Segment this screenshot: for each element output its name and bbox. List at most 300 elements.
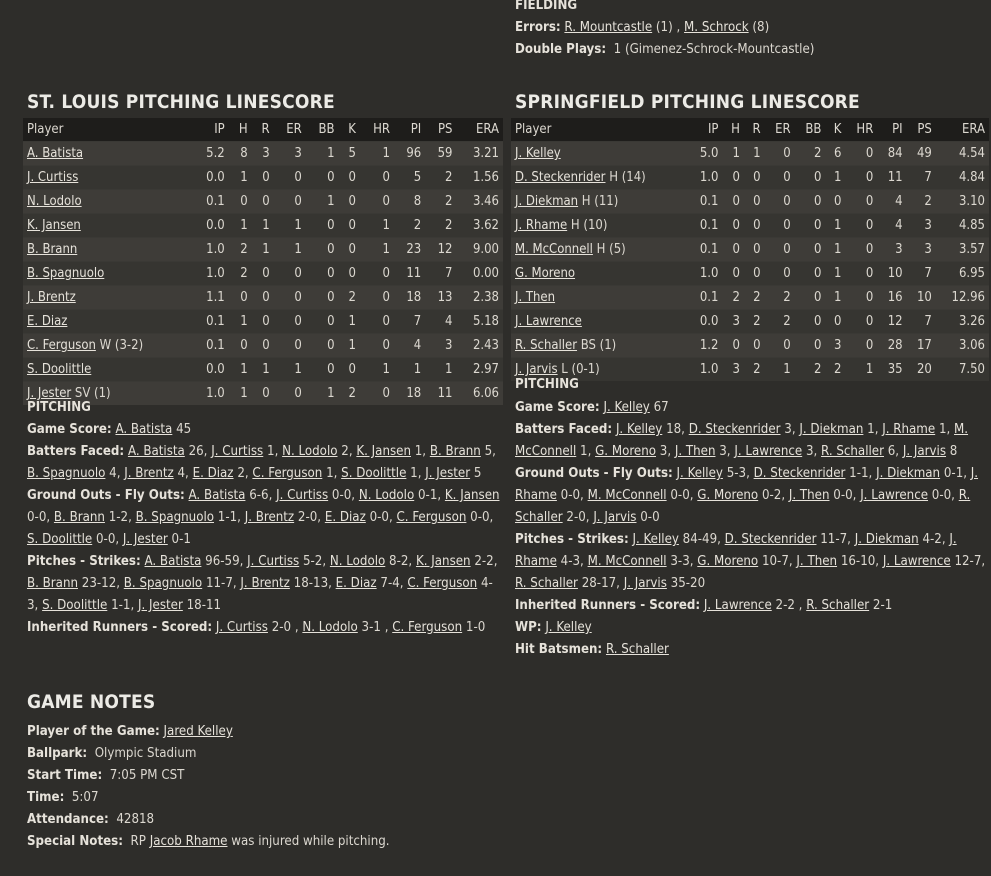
- player-link[interactable]: B. Brann: [429, 444, 481, 459]
- player-link[interactable]: G. Moreno: [595, 444, 656, 459]
- stat-value: 1,: [863, 422, 883, 437]
- stat-value: 4-3,: [27, 576, 493, 613]
- player-link[interactable]: J. Lawrence: [882, 554, 951, 569]
- spr-section-title: SPRINGFIELD PITCHING LINESCORE: [515, 91, 860, 113]
- stat-cell: 20: [907, 358, 936, 382]
- stat-cell: 1: [825, 214, 845, 238]
- stat-cell: 0: [274, 286, 306, 310]
- player-link[interactable]: J. Curtiss: [247, 554, 300, 569]
- stat-value: 4-2,: [918, 532, 950, 547]
- column-header: IP: [688, 118, 722, 142]
- stat-cell: 0: [795, 286, 826, 310]
- stat-cell: 0: [274, 190, 306, 214]
- player-link[interactable]: J. Jarvis: [593, 510, 637, 525]
- player-link[interactable]: J. Then: [674, 444, 716, 459]
- stat-value: 26,: [184, 444, 212, 459]
- stat-line: [515, 463, 989, 529]
- stat-value: 45: [172, 422, 192, 437]
- player-link[interactable]: A. Batista: [188, 488, 246, 503]
- player-link[interactable]: A. Batista: [115, 422, 173, 437]
- stat-cell: 0.0: [688, 310, 722, 334]
- stat-cell: 0: [306, 262, 339, 286]
- table-row: [511, 214, 989, 238]
- stat-value: 5: [470, 466, 482, 481]
- stat-label: Batters Faced:: [27, 444, 125, 459]
- stat-value: 1,: [935, 422, 955, 437]
- stat-value: 3-1 ,: [357, 620, 393, 635]
- stat-cell: 1: [825, 286, 845, 310]
- stat-cell: 0: [722, 190, 744, 214]
- stat-value: 0-0,: [666, 488, 698, 503]
- player-link[interactable]: E. Diaz: [27, 314, 68, 329]
- stat-value: 5-3,: [722, 466, 754, 481]
- stat-cell: 6: [825, 142, 845, 166]
- player-link[interactable]: A. Batista: [27, 146, 84, 161]
- player-link[interactable]: J. Kelley: [603, 400, 650, 415]
- player-link[interactable]: J. Lawrence: [703, 598, 772, 613]
- player-link[interactable]: J. Jarvis: [902, 444, 947, 459]
- stat-cell: 4.85: [936, 214, 989, 238]
- stat-cell: 3.10: [936, 190, 989, 214]
- player-link[interactable]: R. Schaller: [821, 444, 884, 459]
- stat-cell: 0: [274, 382, 306, 406]
- stat-cell: 0: [722, 262, 744, 286]
- stat-cell: 0: [765, 262, 795, 286]
- stat-cell: 0: [252, 382, 274, 406]
- stat-cell: 17: [907, 334, 936, 358]
- player-cell: [23, 166, 192, 190]
- table-header-row: [23, 118, 503, 142]
- player-link[interactable]: G. Moreno: [515, 266, 576, 281]
- stat-cell: 1: [306, 190, 339, 214]
- player-link[interactable]: J. Jarvis: [515, 362, 558, 377]
- player-link[interactable]: M. Schrock: [684, 20, 749, 35]
- stat-cell: 0: [765, 214, 795, 238]
- stat-cell: 3: [425, 334, 456, 358]
- stat-cell: 0: [229, 286, 252, 310]
- player-cell: [23, 142, 192, 166]
- player-cell: [23, 334, 192, 358]
- stat-value: 0-0,: [92, 532, 123, 547]
- player-link[interactable]: J. Diekman: [854, 532, 919, 547]
- stat-cell: 4: [394, 334, 425, 358]
- stat-cell: 1: [360, 238, 394, 262]
- column-header: ER: [274, 118, 306, 142]
- player-link[interactable]: J. Brentz: [240, 576, 290, 591]
- column-header: ERA: [936, 118, 989, 142]
- player-link[interactable]: J. Kelley: [615, 422, 663, 437]
- stat-cell: 8: [229, 142, 252, 166]
- player-link[interactable]: J. Brentz: [27, 290, 76, 305]
- stat-cell: 0: [845, 238, 877, 262]
- fielding-double-plays: [515, 42, 814, 57]
- player-link[interactable]: K. Jansen: [444, 488, 500, 503]
- player-link[interactable]: J. Then: [788, 488, 830, 503]
- stat-value: 0-1,: [414, 488, 445, 503]
- start-time-label: Start Time:: [27, 768, 103, 783]
- player-link[interactable]: C. Ferguson: [396, 510, 467, 525]
- stat-cell: 7: [425, 262, 456, 286]
- player-link[interactable]: J. Jarvis: [623, 576, 667, 591]
- player-link[interactable]: G. Moreno: [697, 554, 759, 569]
- player-link[interactable]: J. Curtiss: [215, 620, 268, 635]
- player-link[interactable]: N. Lodolo: [282, 444, 338, 459]
- double-plays-label: Double Plays:: [515, 42, 607, 57]
- stat-cell: 0: [845, 286, 877, 310]
- stat-cell: 6.95: [936, 262, 989, 286]
- stat-cell: 1: [825, 238, 845, 262]
- stat-value: 18-11: [182, 598, 222, 613]
- player-link[interactable]: E. Diaz: [335, 576, 377, 591]
- stat-cell: 1: [229, 382, 252, 406]
- player-cell: [511, 214, 688, 238]
- stat-cell: 4: [877, 214, 906, 238]
- player-link[interactable]: J. Curtiss: [276, 488, 329, 503]
- player-link[interactable]: R. Schaller: [515, 576, 578, 591]
- stat-value: 6,: [883, 444, 903, 459]
- player-link[interactable]: S. Doolittle: [42, 598, 108, 613]
- player-link[interactable]: N. Lodolo: [302, 620, 358, 635]
- stat-cell: 0: [306, 238, 339, 262]
- stat-value: 0-2,: [758, 488, 789, 503]
- player-link[interactable]: J. Lawrence: [860, 488, 929, 503]
- stat-cell: 7: [907, 310, 936, 334]
- player-link[interactable]: K. Jansen: [27, 218, 81, 233]
- stat-line: [27, 485, 504, 551]
- stat-cell: 1: [845, 358, 877, 382]
- table-row: [23, 238, 503, 262]
- stat-cell: 0.00: [456, 262, 503, 286]
- stat-cell: 3.62: [456, 214, 503, 238]
- player-link[interactable]: J. Curtiss: [27, 170, 79, 185]
- stat-cell: 7: [907, 262, 936, 286]
- stat-value: 96-59,: [201, 554, 248, 569]
- player-link[interactable]: J. Kelley: [545, 620, 592, 635]
- stat-value: 3-3,: [666, 554, 698, 569]
- player-cell: [511, 142, 688, 166]
- stat-cell: 0: [360, 334, 394, 358]
- stat-cell: 18: [394, 286, 425, 310]
- stat-value: 0-0,: [928, 488, 959, 503]
- stat-cell: 2: [765, 310, 795, 334]
- stat-cell: 0: [274, 310, 306, 334]
- attendance: [27, 812, 154, 827]
- stat-cell: 1: [229, 310, 252, 334]
- stat-cell: 13: [425, 286, 456, 310]
- stat-value: 0-1: [167, 532, 191, 547]
- stat-cell: 2: [425, 190, 456, 214]
- stat-value: 3,: [715, 444, 735, 459]
- stat-value: 0-0: [636, 510, 660, 525]
- player-link[interactable]: J. Lawrence: [734, 444, 803, 459]
- stat-cell: 0: [339, 262, 360, 286]
- stat-cell: 1: [229, 166, 252, 190]
- player-link[interactable]: J. Kelley: [515, 146, 561, 161]
- player-link[interactable]: R. Schaller: [515, 488, 971, 525]
- player-link[interactable]: M. McConnell: [515, 242, 593, 257]
- player-link[interactable]: J. Diekman: [876, 466, 941, 481]
- stat-cell: 0: [360, 286, 394, 310]
- stat-cell: 3.06: [936, 334, 989, 358]
- stat-cell: 1: [360, 214, 394, 238]
- stat-value: 0-1,: [940, 466, 971, 481]
- stat-value: 8-2,: [385, 554, 416, 569]
- player-link[interactable]: J. Brentz: [124, 466, 174, 481]
- player-link[interactable]: J. Then: [796, 554, 838, 569]
- player-link[interactable]: B. Spagnuolo: [27, 266, 105, 281]
- stat-cell: 2.97: [456, 358, 503, 382]
- stat-cell: 2.43: [456, 334, 503, 358]
- decision-note: H (5): [592, 242, 626, 257]
- stat-cell: 0: [360, 382, 394, 406]
- player-link[interactable]: J. Kelley: [676, 466, 723, 481]
- stat-label: Inherited Runners - Scored:: [515, 598, 701, 613]
- stat-cell: 9.00: [456, 238, 503, 262]
- column-header: HR: [360, 118, 394, 142]
- stat-cell: 1.0: [688, 262, 722, 286]
- stat-cell: 4.84: [936, 166, 989, 190]
- player-link[interactable]: B. Spagnuolo: [27, 466, 106, 481]
- table-row: [511, 262, 989, 286]
- stat-cell: 2: [795, 358, 826, 382]
- stat-label: Pitches - Strikes:: [515, 532, 629, 547]
- stat-cell: 3: [274, 142, 306, 166]
- stat-value: 2-2,: [470, 554, 502, 569]
- player-link[interactable]: J. Curtiss: [211, 444, 264, 459]
- table-row: [511, 142, 989, 166]
- stat-cell: 6.06: [456, 382, 503, 406]
- stat-value: 2-0 ,: [267, 620, 303, 635]
- stat-value: 3,: [780, 422, 800, 437]
- player-link[interactable]: J. Jester: [138, 598, 183, 613]
- stat-value: 2-1: [869, 598, 893, 613]
- stat-line: [27, 419, 501, 441]
- stat-cell: 0: [229, 190, 252, 214]
- stat-line: [515, 419, 989, 463]
- player-link[interactable]: M. McConnell: [515, 422, 969, 459]
- stat-value: 3,: [802, 444, 822, 459]
- player-link[interactable]: Jacob Rhame: [149, 834, 228, 849]
- stat-value: 4-3,: [556, 554, 588, 569]
- stat-value: 23-12,: [78, 576, 124, 591]
- stat-value: 5-2,: [299, 554, 330, 569]
- player-link[interactable]: D. Steckenrider: [688, 422, 781, 437]
- player-link[interactable]: C. Ferguson: [27, 338, 96, 353]
- decision-note: BS (1): [577, 338, 617, 353]
- stat-label: Hit Batsmen:: [515, 642, 603, 657]
- table-header-row: [511, 118, 989, 142]
- stat-label: Batters Faced:: [515, 422, 613, 437]
- stat-cell: 3.46: [456, 190, 503, 214]
- player-link[interactable]: K. Jansen: [415, 554, 471, 569]
- player-link[interactable]: J. Diekman: [515, 194, 579, 209]
- player-link[interactable]: C. Ferguson: [407, 576, 478, 591]
- player-link[interactable]: B. Brann: [27, 242, 78, 257]
- stat-cell: 0: [339, 358, 360, 382]
- stat-cell: 1: [274, 238, 306, 262]
- stat-cell: 7.50: [936, 358, 989, 382]
- player-link[interactable]: R. Schaller: [605, 642, 669, 657]
- player-link[interactable]: N. Lodolo: [358, 488, 415, 503]
- player-link[interactable]: E. Diaz: [324, 510, 366, 525]
- errors-label: Errors:: [515, 20, 561, 35]
- stat-cell: 1: [722, 142, 744, 166]
- decision-note: L (0-1): [557, 362, 600, 377]
- stat-cell: 1: [306, 142, 339, 166]
- stat-cell: 1: [339, 334, 360, 358]
- player-link[interactable]: R. Mountcastle: [564, 20, 653, 35]
- stat-cell: 1: [229, 214, 252, 238]
- column-header: ERA: [456, 118, 503, 142]
- player-link[interactable]: J. Kelley: [632, 532, 679, 547]
- stat-value: 1,: [263, 444, 283, 459]
- player-link[interactable]: R. Schaller: [515, 338, 578, 353]
- player-link[interactable]: N. Lodolo: [329, 554, 386, 569]
- stat-cell: 1: [744, 142, 765, 166]
- stat-cell: 1: [229, 358, 252, 382]
- player-link[interactable]: J. Rhame: [882, 422, 936, 437]
- stat-cell: 0: [722, 214, 744, 238]
- player-link[interactable]: K. Jansen: [356, 444, 411, 459]
- table-row: [23, 382, 503, 406]
- column-header: PI: [877, 118, 906, 142]
- attendance-value: 42818: [116, 812, 155, 827]
- stat-cell: 1.2: [688, 334, 722, 358]
- stat-value: 2-2 ,: [771, 598, 807, 613]
- stat-value: 1-1,: [214, 510, 245, 525]
- player-link[interactable]: C. Ferguson: [392, 620, 463, 635]
- stat-cell: 7: [907, 166, 936, 190]
- stat-cell: 1: [339, 310, 360, 334]
- player-link[interactable]: J. Jester: [425, 466, 471, 481]
- stat-value: 12-7,: [950, 554, 989, 569]
- player-link[interactable]: J. Rhame: [515, 532, 957, 569]
- player-link[interactable]: J. Rhame: [515, 466, 979, 503]
- player-link[interactable]: J. Jester: [27, 386, 72, 401]
- player-link[interactable]: B. Brann: [53, 510, 105, 525]
- player-cell: [23, 262, 192, 286]
- time-value: 5:07: [71, 790, 99, 805]
- stat-cell: 11: [425, 382, 456, 406]
- stat-cell: 3: [722, 310, 744, 334]
- stat-cell: 0: [360, 262, 394, 286]
- player-link[interactable]: G. Moreno: [697, 488, 759, 503]
- stat-cell: 3: [907, 214, 936, 238]
- stat-cell: 0: [845, 214, 877, 238]
- stat-cell: 0: [795, 262, 826, 286]
- stat-line: [27, 551, 501, 617]
- player-link[interactable]: D. Steckenrider: [515, 170, 606, 185]
- stat-cell: 1: [825, 166, 845, 190]
- stat-cell: 0: [339, 238, 360, 262]
- stat-cell: 0: [765, 334, 795, 358]
- player-link[interactable]: S. Doolittle: [27, 532, 93, 547]
- table-row: [23, 310, 503, 334]
- player-cell: [511, 262, 688, 286]
- stat-cell: 0: [306, 334, 339, 358]
- stat-cell: 2: [339, 382, 360, 406]
- player-link[interactable]: B. Spagnuolo: [123, 576, 203, 591]
- fielding-errors: Errors: R. Mountcastle (1) , M. Schrock (8): [515, 20, 770, 35]
- player-link[interactable]: J. Jester: [122, 532, 168, 547]
- stat-line: [515, 617, 989, 639]
- player-link[interactable]: A. Batista: [127, 444, 185, 459]
- stat-cell: 1: [252, 214, 274, 238]
- stat-cell: 1: [306, 382, 339, 406]
- player-link[interactable]: R. Schaller: [806, 598, 870, 613]
- decision-note: H (14): [605, 170, 646, 185]
- player-cell: [511, 166, 688, 190]
- player-link[interactable]: M. McConnell: [587, 488, 667, 503]
- stat-cell: 2: [425, 214, 456, 238]
- stat-value: 0-0,: [365, 510, 397, 525]
- stat-cell: 1.1: [192, 286, 228, 310]
- spr-pitching-stats: [515, 397, 989, 661]
- player-cell: [23, 358, 192, 382]
- stat-cell: 96: [394, 142, 425, 166]
- player-link[interactable]: E. Diaz: [192, 466, 234, 481]
- player-cell: [511, 310, 688, 334]
- player-link[interactable]: M. McConnell: [587, 554, 667, 569]
- player-link[interactable]: S. Doolittle: [341, 466, 407, 481]
- stat-cell: 0: [845, 142, 877, 166]
- player-link[interactable]: N. Lodolo: [27, 194, 82, 209]
- game-notes-title: GAME NOTES: [27, 691, 156, 713]
- stat-cell: 7: [394, 310, 425, 334]
- stat-cell: 2: [744, 358, 765, 382]
- stat-cell: 0: [252, 190, 274, 214]
- stat-label: Ground Outs - Fly Outs:: [515, 466, 673, 481]
- table-row: [23, 262, 503, 286]
- player-link[interactable]: B. Brann: [27, 576, 78, 591]
- player-of-game: [27, 724, 233, 739]
- column-header: PS: [425, 118, 456, 142]
- player-link[interactable]: D. Steckenrider: [753, 466, 846, 481]
- stat-value: 11-7,: [816, 532, 855, 547]
- stat-cell: 0.0: [192, 166, 228, 190]
- stat-label: Pitches - Strikes:: [27, 554, 141, 569]
- stat-cell: 1: [274, 214, 306, 238]
- player-link[interactable]: Jared Kelley: [163, 724, 233, 739]
- player-link[interactable]: J. Diekman: [799, 422, 864, 437]
- stat-label: Ground Outs - Fly Outs:: [27, 488, 185, 503]
- player-link[interactable]: S. Doolittle: [27, 362, 92, 377]
- stat-cell: 0: [825, 310, 845, 334]
- player-link[interactable]: J. Then: [515, 290, 556, 305]
- stat-cell: 0.0: [192, 214, 228, 238]
- column-header: Player: [23, 118, 192, 142]
- player-link[interactable]: C. Ferguson: [252, 466, 323, 481]
- stat-cell: 1.0: [192, 238, 228, 262]
- stat-cell: 1: [252, 238, 274, 262]
- column-header: BB: [795, 118, 826, 142]
- player-link[interactable]: A. Batista: [144, 554, 202, 569]
- stat-value: 11-7,: [202, 576, 241, 591]
- player-link[interactable]: B. Spagnuolo: [135, 510, 215, 525]
- player-link[interactable]: J. Rhame: [515, 218, 568, 233]
- column-header: ER: [765, 118, 795, 142]
- player-link[interactable]: J. Lawrence: [515, 314, 582, 329]
- stat-cell: 0.1: [688, 238, 722, 262]
- stat-cell: 11: [877, 166, 906, 190]
- stat-cell: 0: [339, 190, 360, 214]
- player-link[interactable]: J. Brentz: [244, 510, 295, 525]
- stat-cell: 0.1: [688, 190, 722, 214]
- stat-cell: 2: [744, 286, 765, 310]
- player-link[interactable]: D. Steckenrider: [724, 532, 817, 547]
- stat-cell: 1.0: [688, 166, 722, 190]
- stat-cell: 0: [744, 262, 765, 286]
